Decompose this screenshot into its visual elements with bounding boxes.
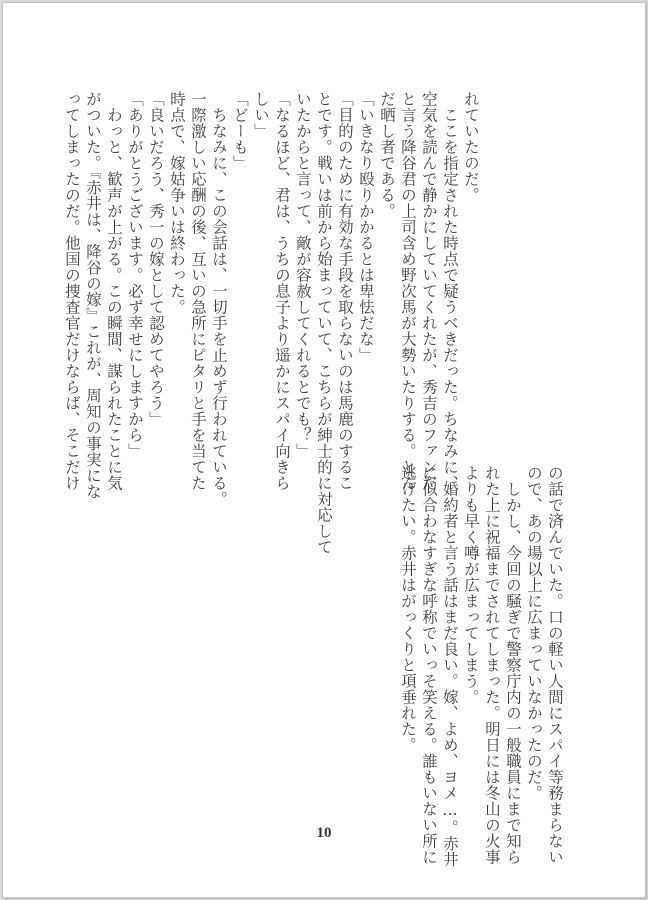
text-column: がついた。『赤井は、降谷の嫁』これが、周知の事実にな	[84, 91, 102, 500]
text-column: しかし、今回の騒ぎで警察庁内の一般職員にまで知ら	[504, 465, 522, 865]
text-column: わっと、歓声が上がる。この瞬間、謀られたことに気	[105, 91, 123, 491]
text-column: 「どーも」	[231, 91, 249, 171]
text-column: 一際激しい応酬の後、互いの急所にピタリと手を当てた	[189, 91, 207, 491]
text-column: だ晒し者である。	[378, 91, 396, 219]
text-column: の話で済んでいた。口の軽い人間にスパイ等務まらない	[546, 465, 564, 865]
text-column: ってしまったのだ。他国の捜査官だけならば、そこだけ	[63, 91, 81, 491]
text-column: 「良いだろう、秀一の嫁として認めてやろう」	[147, 91, 165, 427]
text-column: 時点で、嫁姑争いは終わった。	[168, 91, 186, 315]
text-column: 「ありがとうございます。必ず幸せにしますから」	[126, 91, 144, 459]
text-column: 空気を読んで静かにしていてくれたが、秀吉のファンだ	[420, 91, 438, 491]
text-column: 「目的のために有効な手段を取らないのは馬鹿のするこ	[336, 91, 354, 491]
text-column: ちなみに、この会話は、一切手を止めず行われている。	[210, 91, 228, 507]
text-column: れていたのだ。	[462, 91, 480, 203]
text-column: 「いきなり殴りかかるとは卑怯だな」	[357, 91, 375, 363]
text-column: 「なるほど、君は、うちの息子より遥かにスパイ向きら	[273, 91, 291, 491]
text-column: しい」	[252, 91, 270, 139]
page-number: 10	[316, 825, 332, 841]
text-column: れた上に祝福までされてしまった。明日には冬山の火事	[483, 465, 501, 865]
text-column: とです。戦いは前から始まっていて、こちらが紳士的に対応して	[315, 91, 333, 555]
text-column: に似合わなすぎな呼称でいっそ笑える。誰もいない所に	[420, 465, 438, 865]
book-page	[2, 2, 646, 898]
text-column: 逃げたい。赤井はがっくりと項垂れた。	[399, 465, 417, 753]
text-column: ここを指定された時点で疑うべきだった。ちなみに、	[441, 91, 459, 491]
text-column: いたからと言って、敵が容赦してくれるとでも？」	[294, 91, 312, 459]
text-column: ので、あの場以上に広まっていなかったのだ。	[525, 465, 543, 801]
text-column: 婚約者と言う話はまだ良い。嫁、よめ、ヨメ…。赤井	[441, 465, 459, 868]
text-column: と言う降谷君の上司含め野次馬が大勢いたりする。とん	[399, 91, 417, 491]
text-column: よりも早く噂が広まってしまう。	[462, 465, 480, 705]
